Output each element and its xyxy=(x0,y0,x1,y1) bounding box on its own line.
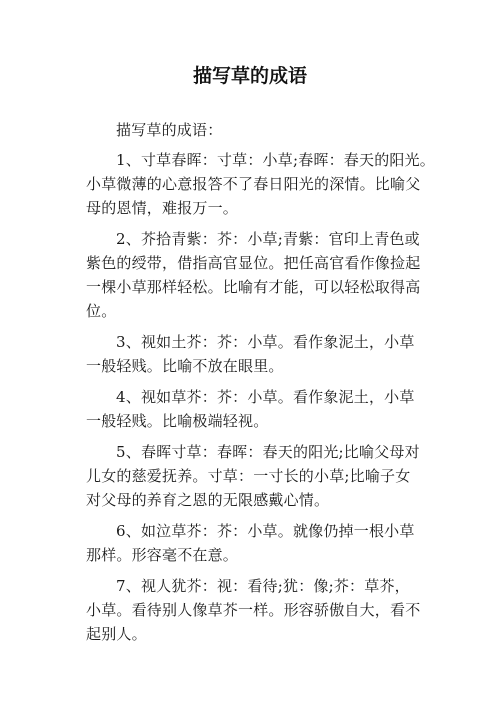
idiom-paragraph-1: 1、寸草春晖：寸草：小草;春晖：春天的阳光。 小草微薄的心意报答不了春日阳光的深情。比喻父 母的恩情，难报万一。 xyxy=(86,151,435,217)
document-body xyxy=(86,118,440,646)
idiom-paragraph-5: 5、春晖寸草：春晖：春天的阳光;比喻父母对 儿女的慈爱抚养。寸草：一寸长的小草;比喻子女 对父母的养育之恩的无限感戴心情。 xyxy=(86,443,420,509)
intro-paragraph: 描写草的成语： xyxy=(116,121,223,139)
idiom-paragraph-3: 3、视如土芥：芥：小草。看作象泥土，小草 一般轻贱。比喻不放在眼里。 xyxy=(86,333,415,375)
idiom-paragraph-4: 4、视如草芥：芥：小草。看作象泥土，小草 一般轻贱。比喻极端轻视。 xyxy=(86,388,415,430)
document-title: 描写草的成语 xyxy=(192,65,307,87)
idiom-paragraph-2: 2、芥拾青紫：芥：小草;青紫：官印上青色或 紫色的绶带，借指高官显位。把任高官看作像捡起 一棵小草那样轻松。比喻有才能，可以轻松取得高 位。 xyxy=(86,230,421,320)
idiom-paragraph-6: 6、如泣草芥：芥：小草。就像仍掉一根小草 那样。形容毫不在意。 xyxy=(86,522,415,564)
idiom-paragraph-7: 7、视人犹芥：视：看待;犹：像;芥：草芥， 小草。看待别人像草芥一样。形容骄傲自大，看不 起别人。 xyxy=(86,577,421,643)
